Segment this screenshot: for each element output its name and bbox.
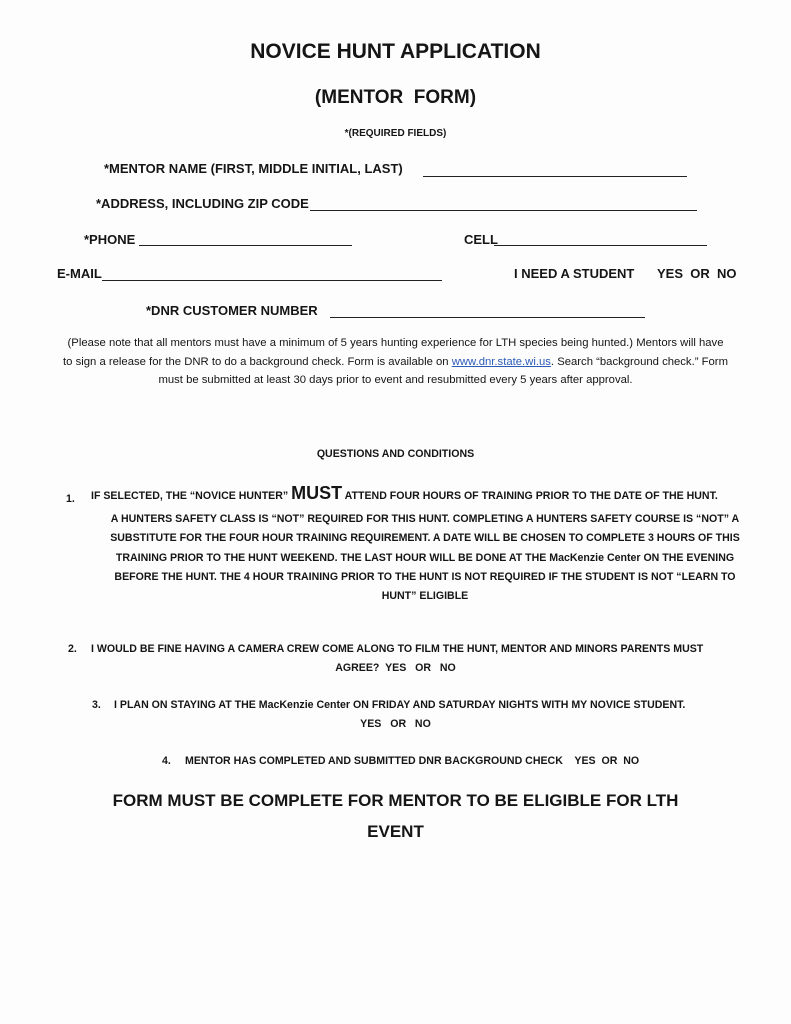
questions-heading: QUESTIONS AND CONDITIONS: [316, 448, 475, 460]
note-line-1: (Please note that all mentors must have a minimum of 5 years hunting experience for LTH species being hunted.) Mentors will have: [67, 337, 724, 349]
eligibility-notice-line-1: FORM MUST BE COMPLETE FOR MENTOR TO BE ELIGIBLE FOR LTH: [112, 791, 679, 810]
address-field[interactable]: [310, 210, 697, 211]
question-4-number: 4.: [162, 755, 171, 767]
note-line-2-start: to sign a release for the DNR to do a background check. Form is available on: [63, 355, 452, 368]
note-line-3: must be submitted at least 30 days prior to event and resubmitted every 5 years after approval.: [158, 374, 633, 386]
need-student-options[interactable]: YES OR NO: [657, 266, 737, 281]
note-line-2-end: . Search “background check.” Form: [550, 355, 728, 368]
mentor-name-label: *MENTOR NAME (FIRST, MIDDLE INITIAL, LAST): [104, 161, 403, 176]
question-1-text-start: IF SELECTED, THE “NOVICE HUNTER”: [91, 490, 292, 502]
mentor-requirements-note: [0, 334, 791, 390]
question-1-line-2: A HUNTERS SAFETY CLASS IS “NOT” REQUIRED FOR THIS HUNT. COMPLETING A HUNTERS SAFETY COURSE IS “NOT” A: [110, 513, 740, 525]
cell-label: CELL: [464, 232, 498, 247]
eligibility-notice-line-2: EVENT: [367, 822, 424, 841]
phone-label: *PHONE: [84, 232, 136, 247]
question-1-line-3: SUBSTITUTE FOR THE FOUR HOUR TRAINING REQUIREMENT. A DATE WILL BE CHOSEN TO COMPLETE 3 HOURS OF THIS: [110, 532, 740, 545]
eligibility-notice: [0, 785, 791, 847]
address-label: *ADDRESS, INCLUDING ZIP CODE: [96, 196, 309, 211]
question-1-line-6: HUNT” ELIGIBLE: [381, 590, 469, 603]
question-1-line-5: BEFORE THE HUNT. THE 4 HOUR TRAINING PRIOR TO THE HUNT IS NOT REQUIRED IF THE STUDENT IS NOT “LEARN TO: [114, 570, 736, 583]
question-3-number: 3.: [92, 699, 101, 711]
question-1-number: 1.: [66, 493, 75, 505]
question-1-first-line: [91, 484, 718, 506]
must-emphasis: MUST: [291, 483, 343, 503]
form-subtitle: (MENTOR FORM): [314, 87, 477, 108]
question-1-body: [60, 510, 790, 606]
email-field[interactable]: [102, 280, 442, 281]
note-line-2: [0, 353, 791, 372]
question-1-text-end: ATTEND FOUR HOURS OF TRAINING PRIOR TO THE DATE OF THE HUNT.: [342, 490, 718, 502]
phone-field[interactable]: [139, 245, 352, 246]
question-3-line-1: I PLAN ON STAYING AT THE MacKenzie Center ON FRIDAY AND SATURDAY NIGHTS WITH MY NOVICE STUDENT.: [114, 699, 686, 711]
form-title: NOVICE HUNT APPLICATION: [250, 40, 541, 63]
dnr-website-link[interactable]: www.dnr.state.wi.us: [451, 355, 551, 368]
question-2-options[interactable]: AGREE? YES OR NO: [335, 662, 456, 674]
mentor-name-field[interactable]: [423, 176, 687, 177]
dnr-customer-number-label: *DNR CUSTOMER NUMBER: [146, 303, 318, 318]
cell-field[interactable]: [494, 245, 707, 246]
email-label: E-MAIL: [57, 266, 102, 281]
question-1-line-4: TRAINING PRIOR TO THE HUNT WEEKEND. THE LAST HOUR WILL BE DONE AT THE MacKenzie Center ON THE EVENING: [115, 551, 735, 564]
question-2-number: 2.: [68, 643, 77, 655]
need-student-label: I NEED A STUDENT: [514, 266, 635, 281]
required-fields-note: *(REQUIRED FIELDS): [344, 128, 447, 139]
question-4-text[interactable]: MENTOR HAS COMPLETED AND SUBMITTED DNR BACKGROUND CHECK YES OR NO: [185, 755, 640, 767]
question-3-options[interactable]: YES OR NO: [360, 718, 431, 730]
dnr-customer-number-field[interactable]: [330, 317, 645, 318]
question-2-line-1: I WOULD BE FINE HAVING A CAMERA CREW COME ALONG TO FILM THE HUNT, MENTOR AND MINORS PARENTS MUST: [91, 643, 704, 655]
